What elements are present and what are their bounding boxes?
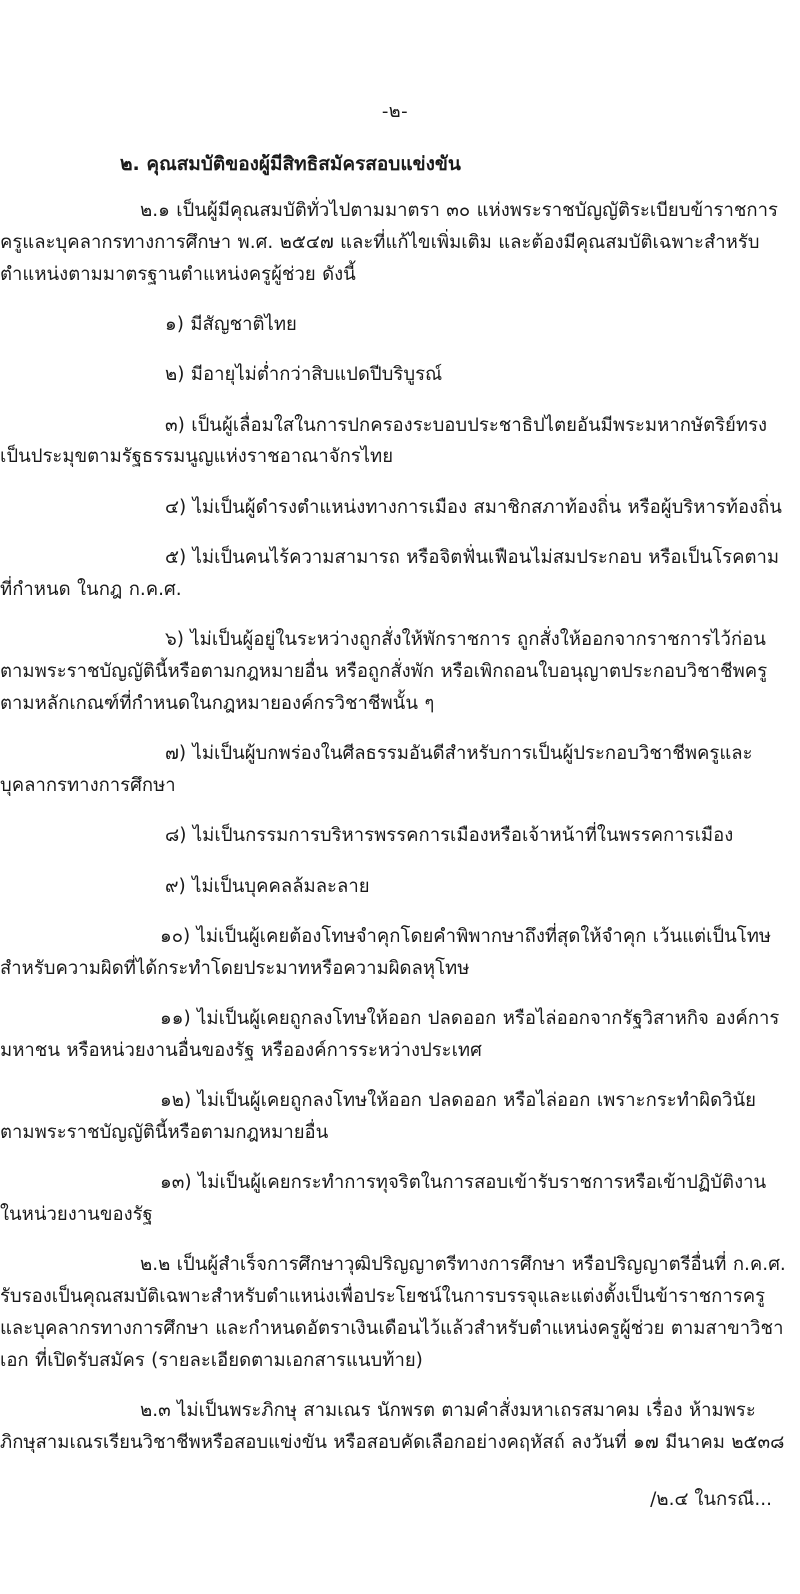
list-item-5: ๕) ไม่เป็นคนไร้ความสามารถ หรือจิตฟั่นเฟือนไม่สมประกอบ หรือเป็นโรคตามที่กำหนด ในกฎ ก.ค.ศ. [0,547,780,600]
page-number: -๒- [381,101,409,122]
list-item-12: ๑๒) ไม่เป็นผู้เคยถูกลงโทษให้ออก ปลดออก หรือไล่ออก เพราะกระทำผิดวินัยตามพระราชบัญญัตินี้หรือตามกฎหมายอื่น [0,1090,757,1143]
list-item-8: ๘) ไม่เป็นกรรมการบริหารพรรคการเมืองหรือเจ้าหน้าที่ในพรรคการเมือง [165,825,734,847]
list-item-11: ๑๑) ไม่เป็นผู้เคยถูกลงโทษให้ออก ปลดออก หรือไล่ออกจากรัฐวิสาหกิจ องค์การมหาชน หรือหน่วยงานอื่นของรัฐ หรือองค์การระหว่างประเทศ [0,1007,780,1061]
list-item-10: ๑๐) ไม่เป็นผู้เคยต้องโทษจำคุกโดยคำพิพากษาถึงที่สุดให้จำคุก เว้นแต่เป็นโทษสำหรับความผิดที่ได้กระทำโดยประมาทหรือความผิดลหุโทษ [0,925,772,979]
list-item-1: ๑) มีสัญชาติไทย [165,313,297,335]
document-page [0,96,800,1594]
document-body [0,195,790,1514]
paragraph-2-1: ๒.๑ เป็นผู้มีคุณสมบัติทั่วไปตามมาตรา ๓๐ แห่งพระราชบัญญัติระเบียบข้าราชการครูและบุคลากรทางการศึกษา พ.ศ. ๒๕๔๗ และที่แก้ไขเพิ่มเติม และต้องมีคุณสมบัติเฉพาะสำหรับตำแหน่งตามมาตรฐานตำแหน่งครูผู้ช่วย ดังนี้ [0,200,778,285]
list-item-13: ๑๓) ไม่เป็นผู้เคยกระทำการทุจริตในการสอบเข้ารับราชการหรือเข้าปฏิบัติงานในหน่วยงานของรัฐ [0,1172,767,1225]
paragraph-2-2: ๒.๒ เป็นผู้สำเร็จการศึกษาวุฒิปริญญาตรีทางการศึกษา หรือปริญญาตรีอื่นที่ ก.ค.ศ. รับรองเป็นคุณสมบัติเฉพาะสำหรับตำแหน่งเพื่อประโยชน์ในการบรรจุและแต่งตั้งเป็นข้าราชการครูและบุคลากรทางการศึกษา และกำหนดอัตราเงินเดือนไว้แล้วสำหรับตำแหน่งครูผู้ช่วย ตามสาขาวิชาเอก ที่เปิดรับสมัคร (รายละเอียดตามเอกสารแนบท้าย) [0,1254,786,1371]
paragraph-2-3: ๒.๓ ไม่เป็นพระภิกษุ สามเณร นักพรต ตามคำสั่งมหาเถรสมาคม เรื่อง ห้ามพระภิกษุสามเณรเรียนวิชาชีพหรือสอบแข่งขัน หรือสอบคัดเลือกอย่างคฤหัสถ์ ลงวันที่ ๑๗ มีนาคม ๒๕๓๘ [0,1400,785,1453]
section-heading: ๒. คุณสมบัติของผู้มีสิทธิสมัครสอบแข่งขัน [120,153,461,175]
list-item-3: ๓) เป็นผู้เลื่อมใสในการปกครองระบอบประชาธิปไตยอันมีพระมหากษัตริย์ทรงเป็นประมุขตามรัฐธรรมนูญแห่งราชอาณาจักรไทย [0,414,768,468]
page-footer-note: /๒.๔ ในกรณี... [650,1488,772,1510]
list-item-4: ๔) ไม่เป็นผู้ดำรงตำแหน่งทางการเมือง สมาชิกสภาท้องถิ่น หรือผู้บริหารท้องถิ่น [165,496,782,518]
list-item-2: ๒) มีอายุไม่ต่ำกว่าสิบแปดปีบริบูรณ์ [165,364,443,386]
list-item-9: ๙) ไม่เป็นบุคคลล้มละลาย [165,875,370,897]
list-item-7: ๗) ไม่เป็นผู้บกพร่องในศีลธรรมอันดีสำหรับการเป็นผู้ประกอบวิชาชีพครูและบุคลากรทางการศึกษา [0,743,753,796]
list-item-6: ๖) ไม่เป็นผู้อยู่ในระหว่างถูกสั่งให้พักราชการ ถูกสั่งให้ออกจากราชการไว้ก่อนตามพระราชบัญญัตินี้หรือตามกฎหมายอื่น หรือถูกสั่งพัก หรือเพิกถอนใบอนุญาตประกอบวิชาชีพครูตามหลักเกณฑ์ที่กำหนดในกฎหมายองค์กรวิชาชีพนั้น ๆ [0,629,768,714]
